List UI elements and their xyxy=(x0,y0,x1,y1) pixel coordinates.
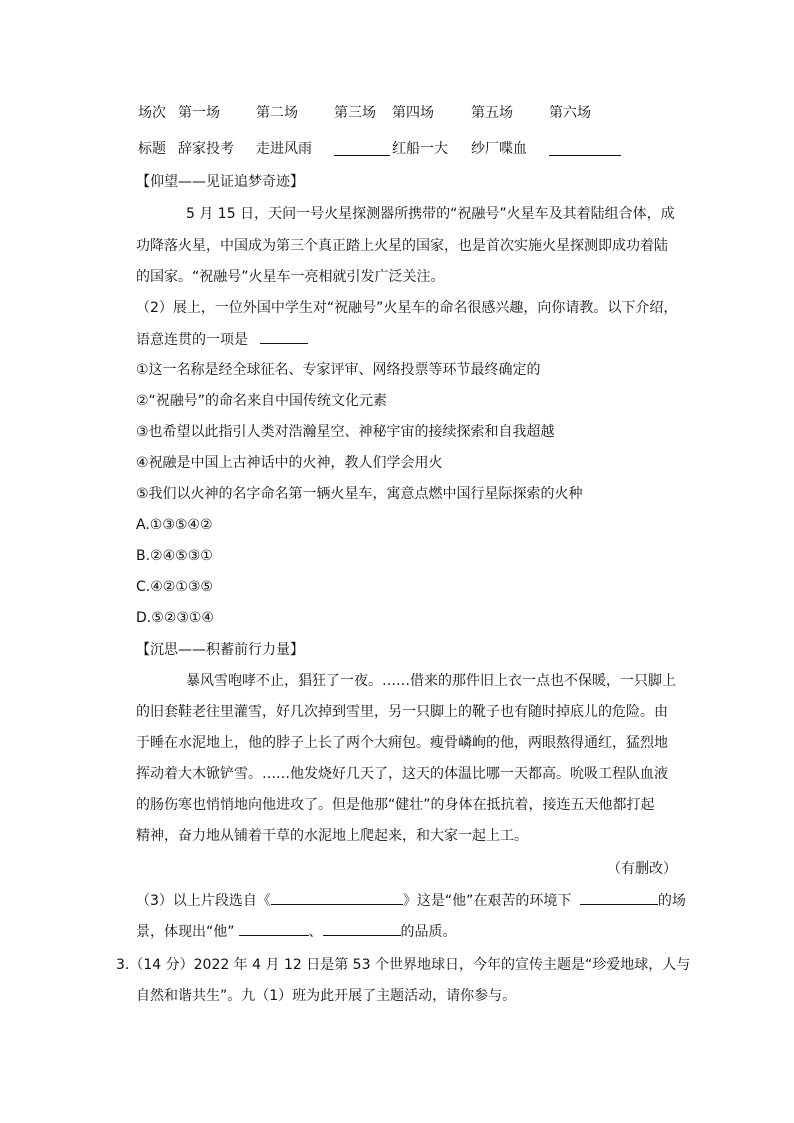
chensi-para-line-3: 于睡在水泥地上，他的脖子上长了两个大痈包。瘦骨嶙峋的他，两眼熬得通红，猛烈地 xyxy=(136,735,668,751)
table-cell-title-5: 纱厂喋血 xyxy=(471,141,527,157)
chensi-para-line-6: 精神，奋力地从铺着干草的水泥地上爬起来，和大家一起上工。 xyxy=(136,828,528,844)
q3-quality-blank-1[interactable] xyxy=(239,921,309,936)
yangwang-para-line-3: 的国家。“祝融号”火星车一亮相就引发广泛关注。 xyxy=(136,269,445,285)
table-cell-title-1: 辞家投考 xyxy=(178,141,234,157)
yangwang-para-line-2: 功降落火星，中国成为第三个真正踏上火星的国家，也是首次实施火星探测即成功着陆 xyxy=(136,238,668,254)
q-next-line-2: 自然和谐共生”。九（1）班为此开展了主题活动，请你参与。 xyxy=(136,988,517,1004)
q2-stem-line-1: （2）展上，一位外国中学生对“祝融号”火星车的命名很感兴趣，向你请教。以下介绍， xyxy=(136,300,678,316)
q-next-number: 3. xyxy=(116,957,130,973)
q3-text-d: 景，体现出“他” xyxy=(136,924,235,940)
q3-text-a: （3）以上片段选自《 xyxy=(136,893,271,909)
q3-book-title-blank[interactable] xyxy=(271,890,403,905)
section-heading-yangwang: 【仰望——见证追梦奇迹】 xyxy=(136,174,304,190)
q2-stem-line-2 xyxy=(136,329,308,350)
table-blank-title-6[interactable] xyxy=(549,141,621,156)
q2-sentence-2: ②“祝融号”的命名来自中国传统文化元素 xyxy=(136,393,388,409)
q-next-line-1 xyxy=(116,955,690,975)
chensi-para-line-5: 的肠伤寒也悄悄地向他进攻了。但是他那“健壮”的身体在抵抗着，接连五天他都打起 xyxy=(136,797,655,813)
q3-text-b: 》这是“他”在艰苦的环境下 xyxy=(402,893,572,909)
abridged-note: （有删改） xyxy=(607,861,677,877)
table-header-session: 场次 xyxy=(138,105,166,121)
q3-line-1 xyxy=(136,890,686,911)
table-cell-title-4: 红船一大 xyxy=(392,141,448,157)
q2-sentence-4: ④祝融是中国上古神话中的火神，教人们学会用火 xyxy=(136,455,443,471)
table-cell-session-5: 第五场 xyxy=(471,105,513,121)
table-header-title: 标题 xyxy=(138,141,166,157)
q2-option-d[interactable]: D.⑤②③①④ xyxy=(136,610,214,626)
yangwang-para-line-1: 5 月 15 日，天问一号火星探测器所携带的“祝融号”火星车及其着陆组合体，成 xyxy=(186,206,675,222)
q3-separator: 、 xyxy=(308,924,323,940)
q2-option-b[interactable]: B.②④⑤③① xyxy=(136,548,213,564)
q2-sentence-1: ①这一名称是经全球征名、专家评审、网络投票等环节最终确定的 xyxy=(136,362,541,378)
q2-answer-blank[interactable] xyxy=(260,329,308,344)
q2-sentence-3: ③也希望以此指引人类对浩瀚星空、神秘宇宙的接续探索和自我超越 xyxy=(136,424,555,440)
q3-scene-blank[interactable] xyxy=(580,890,658,905)
table-cell-session-6: 第六场 xyxy=(549,105,591,121)
chensi-para-line-1: 暴风雪咆哮不止，猖狂了一夜。……借来的那件旧上衣一点也不保暖，一只脚上 xyxy=(186,673,676,689)
table-blank-title-3[interactable] xyxy=(334,141,390,156)
q2-option-a[interactable]: A.①③⑤④② xyxy=(136,517,213,533)
chensi-para-line-4: 挥动着大木锨铲雪。……他发烧好几天了，这天的体温比哪一天都高。吮吸工程队血液 xyxy=(136,766,668,782)
q-next-text-1: （14 分）2022 年 4 月 12 日是第 53 个世界地球日，今年的宣传主题是“珍爱地球，人与 xyxy=(129,957,691,973)
q2-option-c[interactable]: C.④②①③⑤ xyxy=(136,579,213,595)
q2-stem-text: 语意连贯的一项是 xyxy=(136,332,248,348)
table-cell-session-3: 第三场 xyxy=(334,105,376,121)
q3-text-e: 的品质。 xyxy=(400,924,457,940)
q3-line-2 xyxy=(136,921,457,942)
table-cell-title-2: 走进风雨 xyxy=(256,141,312,157)
q3-quality-blank-2[interactable] xyxy=(323,921,401,936)
chensi-para-line-2: 的旧套鞋老往里灌雪，好几次掉到雪里，另一只脚上的靴子也有随时掉底儿的危险。由 xyxy=(136,704,668,720)
q3-text-c: 的场 xyxy=(657,893,686,909)
table-cell-session-1: 第一场 xyxy=(178,105,220,121)
table-cell-session-2: 第二场 xyxy=(256,105,298,121)
section-heading-chensi: 【沉思——积蓄前行力量】 xyxy=(136,642,304,658)
q2-sentence-5: ⑤我们以火神的名字命名第一辆火星车，寓意点燃中国行星际探索的火种 xyxy=(136,486,583,502)
table-cell-session-4: 第四场 xyxy=(392,105,434,121)
